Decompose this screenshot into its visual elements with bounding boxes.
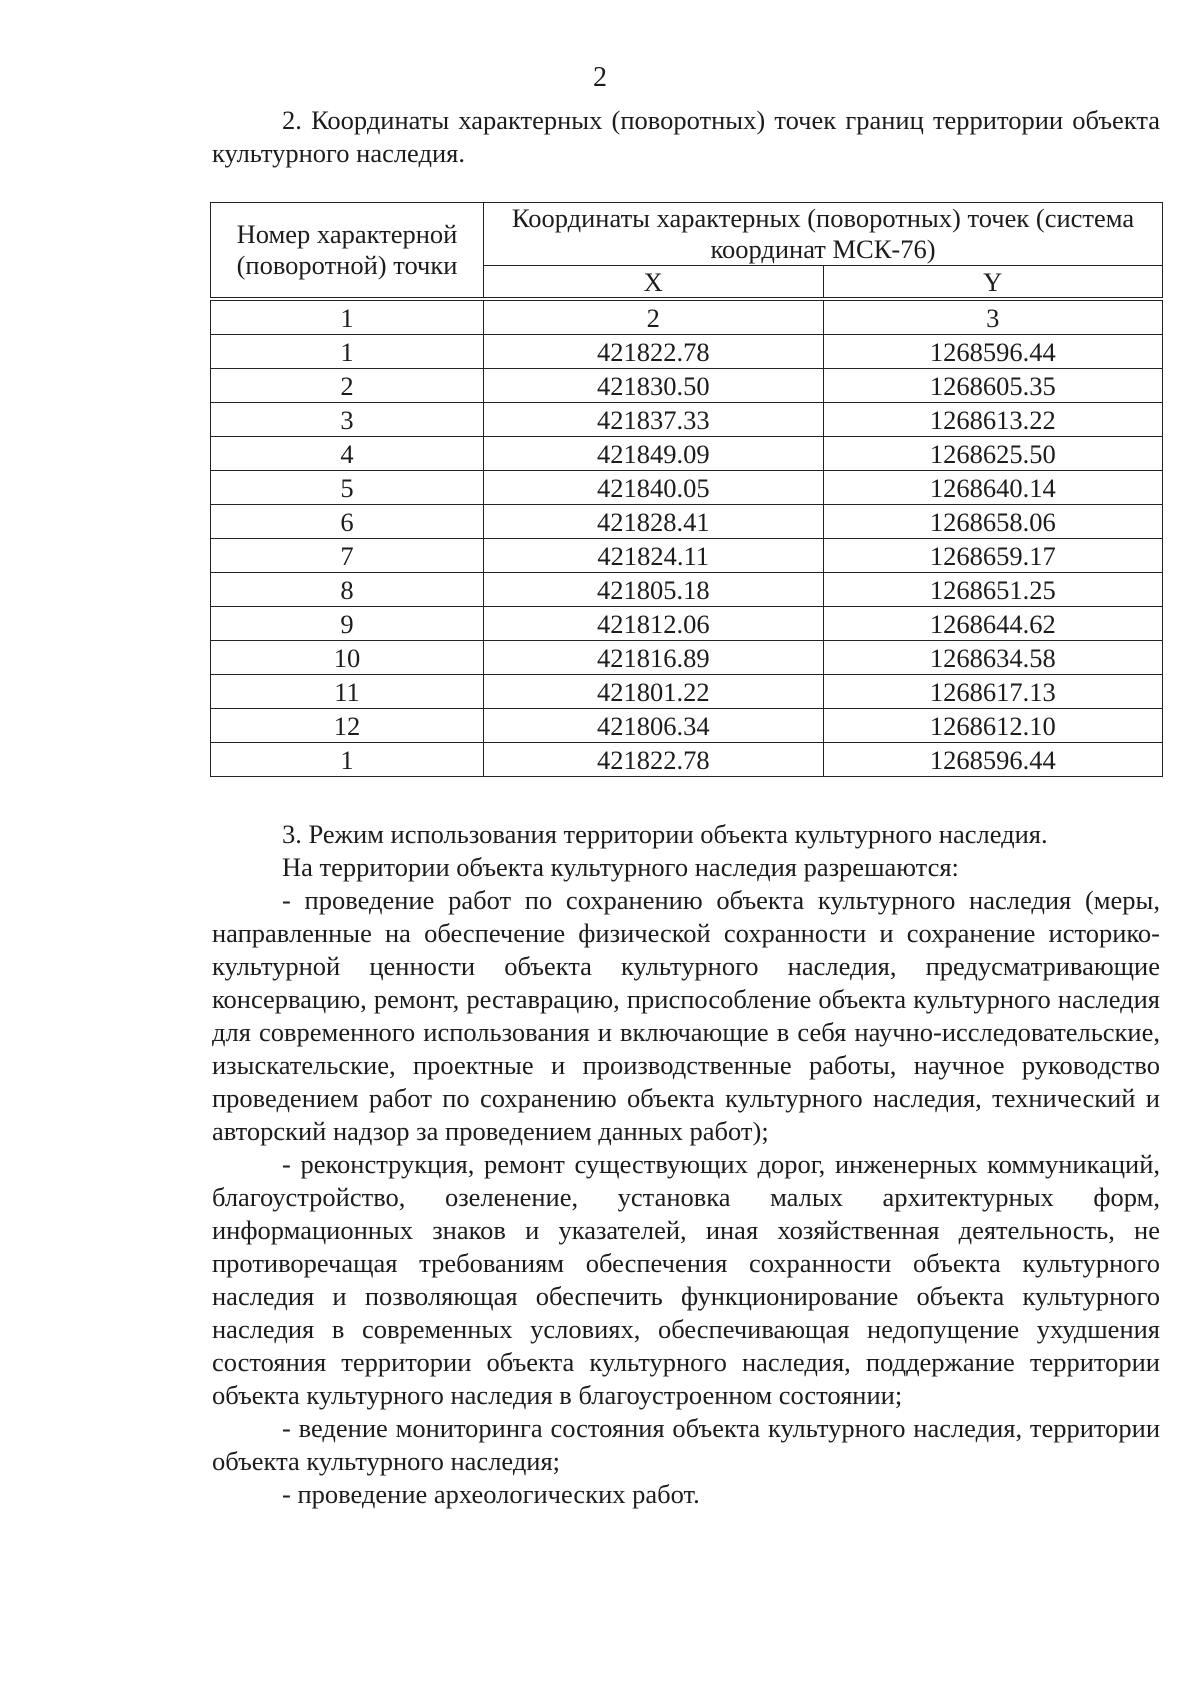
column-index-cell: 2 [484, 299, 824, 335]
point-number-cell: 1 [211, 335, 484, 369]
table-row [211, 471, 1163, 505]
y-coordinate-cell: 1268659.17 [823, 539, 1163, 573]
table-row [211, 505, 1163, 539]
point-number-cell: 3 [211, 403, 484, 437]
point-number-cell: 1 [211, 743, 484, 777]
y-coordinate-cell: 1268625.50 [823, 437, 1163, 471]
allowed-activity-item: - ведение мониторинга состояния объекта культурного наследия, территории объекта культурного наследия; [212, 1413, 1160, 1476]
column-index-cell: 3 [823, 299, 1163, 335]
x-coordinate-cell: 421837.33 [484, 403, 824, 437]
table-row [211, 335, 1163, 369]
y-coordinate-cell: 1268658.06 [823, 505, 1163, 539]
table-row [211, 743, 1163, 777]
table-row [211, 675, 1163, 709]
header-point-number: Номер характерной (поворотной) точки [211, 203, 484, 300]
table-row [211, 607, 1163, 641]
allowed-activity-item: - реконструкция, ремонт существующих дорог, инженерных коммуникаций, благоустройство, озеленение, установка малых архитектурных форм, информационных знаков и указателей, иная хозяйственная деятельность, не противоречащая требованиям обеспечения сохранности объекта культурного наследия и позволяющая обеспечить функционирование объекта культурного наследия в современных условиях, обеспечивающая недопущение ухудшения состояния территории объекта культурного наследия, поддержание территории объекта культурного наследия в благоустроенном состоянии; [212, 1149, 1160, 1410]
point-number-cell: 9 [211, 607, 484, 641]
x-coordinate-cell: 421822.78 [484, 743, 824, 777]
point-number-cell: 10 [211, 641, 484, 675]
table-row [211, 641, 1163, 675]
section-3 [212, 818, 1160, 1511]
y-coordinate-cell: 1268605.35 [823, 369, 1163, 403]
x-coordinate-cell: 421806.34 [484, 709, 824, 743]
point-number-cell: 6 [211, 505, 484, 539]
point-number-cell: 12 [211, 709, 484, 743]
y-coordinate-cell: 1268596.44 [823, 743, 1163, 777]
y-coordinate-cell: 1268612.10 [823, 709, 1163, 743]
x-coordinate-cell: 421824.11 [484, 539, 824, 573]
header-y: Y [823, 266, 1163, 300]
point-number-cell: 4 [211, 437, 484, 471]
y-coordinate-cell: 1268640.14 [823, 471, 1163, 505]
point-number-cell: 2 [211, 369, 484, 403]
header-coordinates: Координаты характерных (поворотных) точек (система координат МСК-76) [484, 203, 1163, 266]
table-row [211, 369, 1163, 403]
coordinates-table [210, 202, 1163, 777]
table-row [211, 403, 1163, 437]
section-3-heading: 3. Режим использования территории объекта культурного наследия. [282, 819, 1048, 849]
section-2-paragraph: 2. Координаты характерных (поворотных) точек границ территории объекта культурного наследия. [212, 105, 1160, 168]
page-number: 2 [593, 62, 607, 93]
point-number-cell: 11 [211, 675, 484, 709]
point-number-cell: 5 [211, 471, 484, 505]
table-row [211, 539, 1163, 573]
x-coordinate-cell: 421822.78 [484, 335, 824, 369]
x-coordinate-cell: 421812.06 [484, 607, 824, 641]
y-coordinate-cell: 1268644.62 [823, 607, 1163, 641]
y-coordinate-cell: 1268651.25 [823, 573, 1163, 607]
x-coordinate-cell: 421830.50 [484, 369, 824, 403]
point-number-cell: 7 [211, 539, 484, 573]
y-coordinate-cell: 1268613.22 [823, 403, 1163, 437]
y-coordinate-cell: 1268634.58 [823, 641, 1163, 675]
column-index-row [211, 299, 1163, 335]
point-number-cell: 8 [211, 573, 484, 607]
y-coordinate-cell: 1268617.13 [823, 675, 1163, 709]
allowed-activity-item: - проведение работ по сохранению объекта культурного наследия (меры, направленные на обеспечение физической сохранности и сохранение историко-культурной ценности объекта культурного наследия, предусматривающие консервацию, ремонт, реставрацию, приспособление объекта культурного наследия для современного использования и включающие в себя научно-исследовательские, изыскательские, проектные и производственные работы, научное руководство проведением работ по сохранению объекта культурного наследия, технический и авторский надзор за проведением данных работ); [212, 885, 1160, 1146]
allowed-activity-item: - проведение археологических работ. [282, 1479, 700, 1509]
column-index-cell: 1 [211, 299, 484, 335]
table-row [211, 573, 1163, 607]
x-coordinate-cell: 421816.89 [484, 641, 824, 675]
allowed-activities-intro: На территории объекта культурного наследия разрешаются: [282, 852, 959, 882]
x-coordinate-cell: 421840.05 [484, 471, 824, 505]
table-row [211, 709, 1163, 743]
y-coordinate-cell: 1268596.44 [823, 335, 1163, 369]
x-coordinate-cell: 421805.18 [484, 573, 824, 607]
x-coordinate-cell: 421828.41 [484, 505, 824, 539]
table-row [211, 437, 1163, 471]
x-coordinate-cell: 421849.09 [484, 437, 824, 471]
x-coordinate-cell: 421801.22 [484, 675, 824, 709]
header-x: X [484, 266, 824, 300]
